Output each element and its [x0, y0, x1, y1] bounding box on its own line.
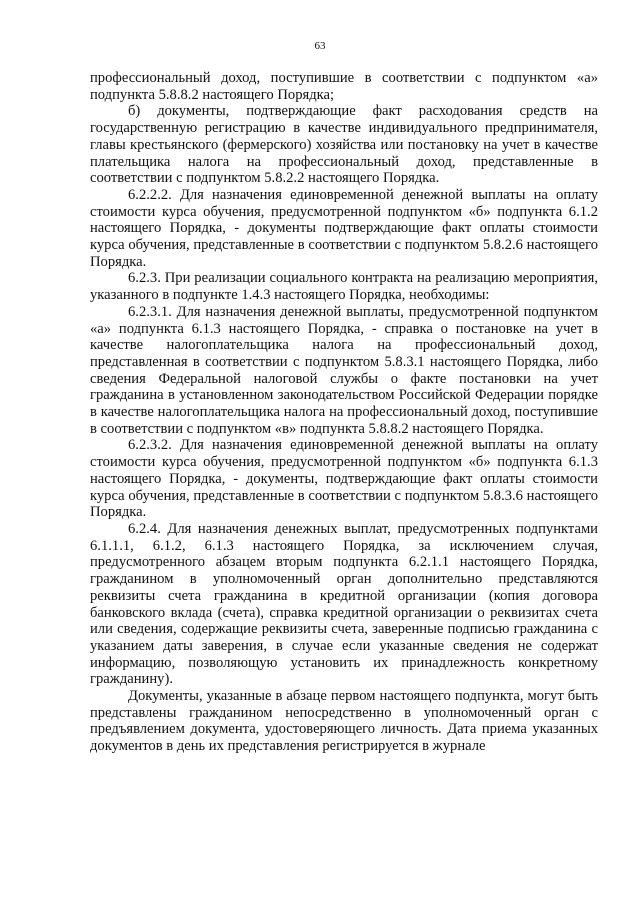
paragraph-6-2-3-2: 6.2.3.2. Для назначения единовременной денежной выплаты на оплату стоимости курса обучения, предусмотренной подпунктом «б» подпункта 6.1.3 настоящего Порядка, - документы, подтверждающие факт оплаты стоимости курса обучения, представленные в соответствии с подпунктом 5.8.3.6 настоящего Порядка. [90, 437, 598, 521]
paragraph-6-2-4: 6.2.4. Для назначения денежных выплат, предусмотренных подпунктами 6.1.1.1, 6.1.2, 6.1.3 настоящего Порядка, за исключением случая, предусмотренного абзацем вторым подпункта 6.2.1.1 настоящего Порядка, гражданином в уполномоченный орган дополнительно представляются реквизиты счета гражданина в кредитной организации (копия договора банковского вклада (счета), справка кредитной организации о реквизитах счета или сведения, содержащие реквизиты счета, заверенные подписью гражданина с указанием даты заверения, в случае если указанные сведения не содержат информацию, позволяющую установить их принадлежность конкретному гражданину). [90, 520, 598, 688]
paragraph-6-2-3: 6.2.3. При реализации социального контракта на реализацию мероприятия, указанного в подпункте 1.4.3 настоящего Порядка, необходимы: [90, 270, 598, 304]
paragraph-item-b: б) документы, подтверждающие факт расходования средств на государственную регистрацию в качестве индивидуального предпринимателя, главы крестьянского (фермерского) хозяйства или постановку на учет в качестве плательщика налога на профессиональный доход, представленные в соответствии с подпунктом 5.8.2.2 настоящего Порядка. [90, 103, 598, 187]
paragraph-continuation: профессиональный доход, поступившие в соответствии с подпунктом «а» подпункта 5.8.8.2 настоящего Порядка; [90, 70, 598, 103]
paragraph-documents: Документы, указанные в абзаце первом настоящего подпункта, могут быть представлены гражданином непосредственно в уполномоченный орган с предъявлением документа, удостоверяющего личность. Дата приема указанных документов в день их представления регистрируется в журнале [90, 688, 598, 755]
page-number: 63 [314, 40, 326, 52]
document-body [90, 70, 598, 755]
paragraph-6-2-3-1: 6.2.3.1. Для назначения денежной выплаты, предусмотренной подпунктом «а» подпункта 6.1.3 настоящего Порядка, - справка о постановке на учет в качестве налогоплательщика налога на профессиональный доход, представленная в соответствии с подпунктом 5.8.3.1 настоящего Порядка, либо сведения Федеральной налоговой службы о факте постановки на учет гражданина в установленном законодательством Российской Федерации порядке в качестве налогоплательщика налога на профессиональный доход, поступившие в соответствии с подпунктом «в» подпункта 5.8.8.2 настоящего Порядка. [90, 303, 598, 437]
paragraph-6-2-2-2: 6.2.2.2. Для назначения единовременной денежной выплаты на оплату стоимости курса обучения, предусмотренной подпунктом «б» подпункта 6.1.2 настоящего Порядка, - документы подтверждающие факт оплаты стоимости курса обучения, представленные в соответствии с подпунктом 5.8.2.6 настоящего Порядка. [90, 186, 598, 270]
